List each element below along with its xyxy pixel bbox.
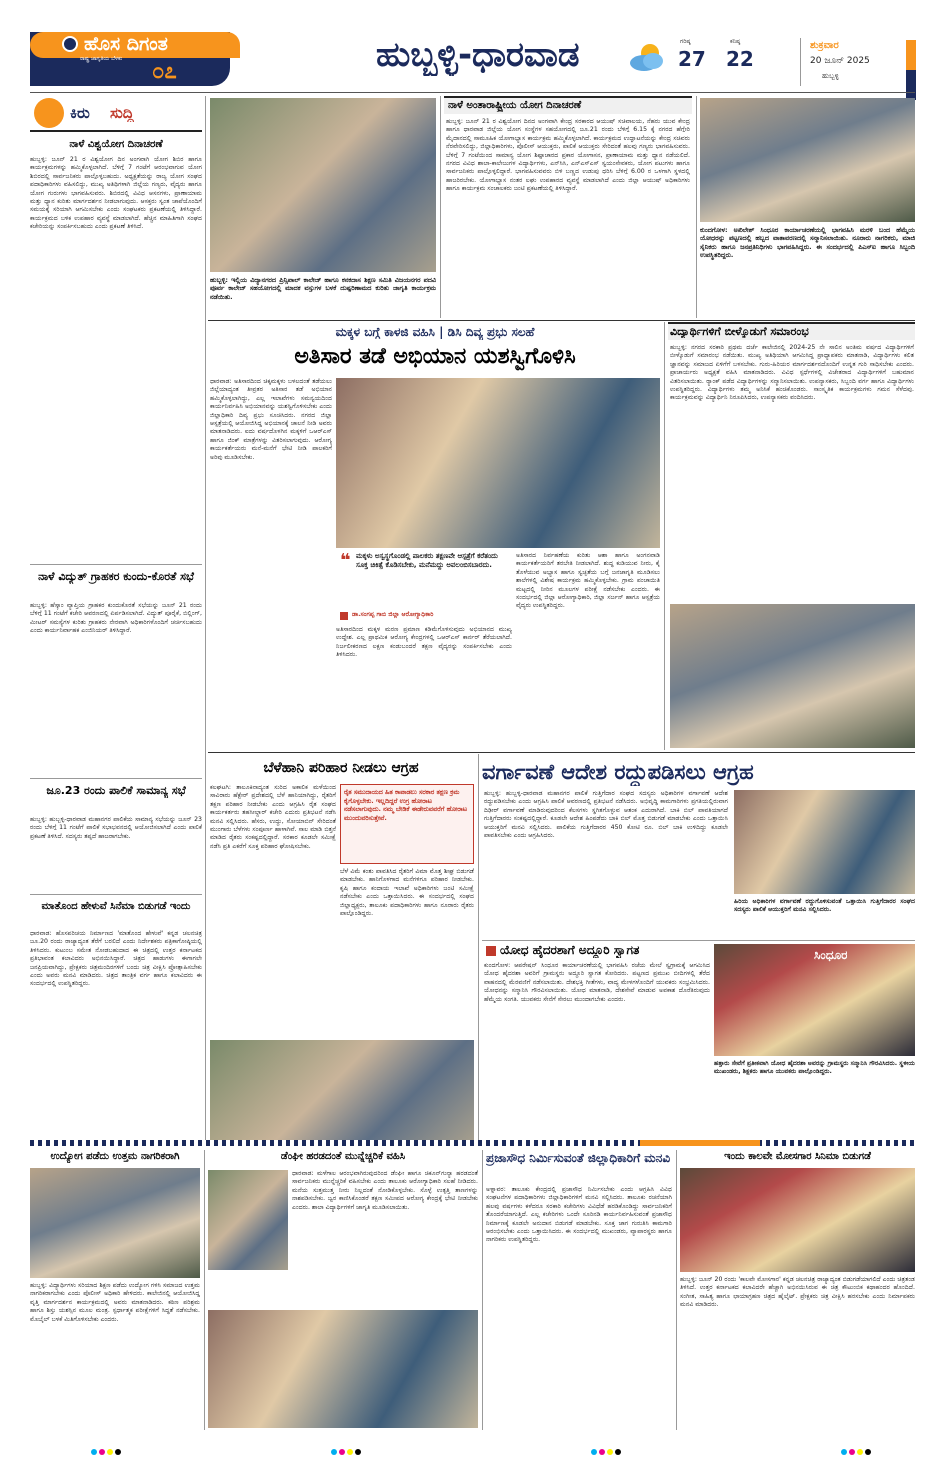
transfer-body: ಹುಬ್ಬಳ್ಳಿ: ಹುಬ್ಬಳ್ಳಿ-ಧಾರವಾಡ ಮಹಾನಗರ ಪಾಲಿಕೆ ಗುತ್ತಿಗೆದಾರ ಸಂಘದ ಸದಸ್ಯರು ಅಧಿಕಾರಿಗಳ ವರ್ಗಾವಣೆ ಆದೇಶ ರದ್ದುಪಡಿಸಬೇಕು ಎಂದು ಆಗ್ರಹಿಸಿ ಪಾಲಿಕೆ ಆವರಣದಲ್ಲಿ ಪ್ರತಿಭಟನೆ ನಡೆಸಿದರು. ಅಭಿವೃದ್ಧಿ ಕಾಮಗಾರಿಗಳು ಪ್ರಗತಿಯಲ್ಲಿರುವಾಗ ದಿಢೀರ್ ವರ್ಗಾವಣೆ ಮಾಡಿರುವುದರಿಂದ ಕೆಲಸಗಳು ಸ್ಥಗಿತಗೊಳ್ಳುವ ಆತಂಕ ಎದುರಾಗಿದೆ. ಬಾಕಿ ಬಿಲ್ ಪಾವತಿಯಾಗದೆ ಗುತ್ತಿಗೆದಾರರು ಸಂಕಷ್ಟದಲ್ಲಿದ್ದಾರೆ. ಕೂಡಲೇ ಆದೇಶ ಹಿಂಪಡೆದು ಬಾಕಿ ಬಿಲ್ ಮೊತ್ತ ಬಿಡುಗಡೆ ಮಾಡಬೇಕು ಎಂದು ಒತ್ತಾಯಿಸಿ ಆಯುಕ್ತರಿಗೆ ಮನವಿ ಸಲ್ಲಿಸಿದರು. ಪಾಲಿಕೆಯ ಗುತ್ತಿಗೆದಾರರ 450 ಕೋಟಿ ರೂ. ಬಿಲ್ ಬಾಕಿ ಉಳಿದಿದ್ದು ಕೂಡಲೇ ಪಾವತಿಸಬೇಕು ಎಂದು ಆಗ್ರಹಿಸಿದರು. xyxy=(484,790,728,840)
dengue-photo-1 xyxy=(208,1170,288,1270)
brief-2-body: ಹುಬ್ಬಳ್ಳಿ: ಹೆಸ್ಕಾಂ ವ್ಯಾಪ್ತಿಯ ಗ್ರಾಹಕರ ಕುಂದುಕೊರತೆ ಸಭೆಯನ್ನು ಜೂನ್ 21 ರಂದು ಬೆಳಿಗ್ಗೆ 11 ಗಂಟೆಗೆ ಕಚೇರಿ ಆವರಣದಲ್ಲಿ ಏರ್ಪಡಿಸಲಾಗಿದೆ. ವಿದ್ಯುತ್ ಪೂರೈಕೆ, ಬಿಲ್ಲಿಂಗ್, ಮೀಟರ್ ಸಮಸ್ಯೆಗಳ ಕುರಿತು ಗ್ರಾಹಕರು ನೇರವಾಗಿ ಅಧಿಕಾರಿಗಳೊಂದಿಗೆ ಚರ್ಚಿಸಬಹುದು ಎಂದು ಕಾರ್ಯನಿರ್ವಾಹಕ ಎಂಜಿನಿಯರ್ ತಿಳಿಸಿದ್ದಾರೆ. xyxy=(30,602,202,635)
crop-boxed-quote: ರೈತ ಸಮುದಾಯದ ಹಿತ ಕಾಪಾಡಲು ಸರಕಾರ ತಕ್ಷಣ ಕ್ರಮ ಕೈಗೊಳ್ಳಬೇಕು. ಇಲ್ಲದಿದ್ದರೆ ಉಗ್ರ ಹೋರಾಟ ನಡೆಸಲಾಗುವುದು. ನಮ್ಮ ಬೇಡಿಕೆ ಈಡೇರುವವರೆಗೆ ಹೋರಾಟ ಮುಂದುವರಿಸುತ್ತೇವೆ. xyxy=(344,788,468,822)
soldier-felicitation-caption: ಕುಂದಗೋಳ: ಅಖಿಲೇಶ್ ಸಿಂಧೂರ ಕಾರ್ಯಾಚರಣೆಯಲ್ಲಿ ಭಾಗವಹಿಸಿ ಮರಳಿ ಬಂದ ಹೆಮ್ಮೆಯ ಯೋಧರನ್ನು ಪಟ್ಟಣದಲ್ಲಿ ಹಬ್ಬದ ವಾತಾವರಣದಲ್ಲಿ ಸನ್ಮಾನಿಸಲಾಯಿತು. ನೂರಾರು ನಾಗರಿಕರು, ಮಾಜಿ ಸೈನಿಕರು ಹಾಗೂ ಜನಪ್ರತಿನಿಧಿಗಳು ಭಾಗವಹಿಸಿದ್ದರು. ಈ ಸಂದರ್ಭದಲ್ಲಿ ಪಿಎಸ್ಐ ಹಾಗೂ ಸಿಬ್ಬಂದಿ ಉಪಸ್ಥಿತರಿದ್ದರು. xyxy=(700,226,915,260)
max-temp: 27 xyxy=(678,48,706,70)
date-divider xyxy=(800,38,801,86)
hand-icon xyxy=(34,98,64,128)
transfer-caption: ಹಿರಿಯ ಅಧಿಕಾರಿಗಳ ವರ್ಗಾವಣೆ ರದ್ದುಗೊಳಿಸುವಂತೆ ಒತ್ತಾಯಿಸಿ ಗುತ್ತಿಗೆದಾರರ ಸಂಘದ ಸದಸ್ಯರು ಪಾಲಿಕೆ ಆಯುಕ್ತರಿಗೆ ಮನವಿ ಸಲ್ಲಿಸಿದರು. xyxy=(734,898,915,914)
top-rule-1 xyxy=(440,96,441,318)
diarrhea-quote-by: ಡಾ.ಸಂಗಪ್ಪ ಗಾಬಿ ಜಿಲ್ಲಾ ಆರೋಗ್ಯಾಧಿಕಾರಿ xyxy=(352,611,434,618)
bottom-strip xyxy=(30,1140,915,1146)
prajasoudha-body: ಅಳ್ನಾವರ: ತಾಲೂಕು ಕೇಂದ್ರದಲ್ಲಿ ಪ್ರಜಾಸೌಧ ನಿರ್ಮಿಸಬೇಕು ಎಂದು ಆಗ್ರಹಿಸಿ ವಿವಿಧ ಸಂಘಟನೆಗಳ ಪದಾಧಿಕಾರಿಗಳು ಜಿಲ್ಲಾಧಿಕಾರಿಗಳಿಗೆ ಮನವಿ ಸಲ್ಲಿಸಿದರು. ತಾಲೂಕು ರಚನೆಯಾಗಿ ಹಲವು ವರ್ಷಗಳು ಕಳೆದರೂ ಸರಕಾರಿ ಕಚೇರಿಗಳು ವಿವಿಧೆಡೆ ಹರಡಿಕೊಂಡಿದ್ದು ಸಾರ್ವಜನಿಕರಿಗೆ ತೊಂದರೆಯಾಗುತ್ತಿದೆ. ಎಲ್ಲ ಕಚೇರಿಗಳು ಒಂದೇ ಸೂರಿನಡಿ ಕಾರ್ಯನಿರ್ವಹಿಸುವಂತೆ ಪ್ರಜಾಸೌಧ ನಿರ್ಮಾಣಕ್ಕೆ ಕೂಡಲೇ ಅನುದಾನ ಬಿಡುಗಡೆ ಮಾಡಬೇಕು. ಸೂಕ್ತ ಜಾಗ ಗುರುತಿಸಿ ಕಾಮಗಾರಿ ಆರಂಭಿಸಬೇಕು ಎಂದು ಒತ್ತಾಯಿಸಿದರು. ಈ ಸಂದರ್ಭದಲ್ಲಿ ಮುಖಂಡರು, ವ್ಯಾಪಾರಸ್ಥರು ಹಾಗೂ ನಾಗರಿಕರು ಉಪಸ್ಥಿತರಿದ್ದರು. xyxy=(486,1186,672,1244)
top-rule-2 xyxy=(696,96,697,318)
diarrhea-body-3: ಅತಿಸಾರದಿಂದ ಮಕ್ಕಳ ಮರಣ ಪ್ರಮಾಣ ಕಡಿಮೆಗೊಳಿಸುವುದು ಅಭಿಯಾನದ ಮುಖ್ಯ ಉದ್ದೇಶ. ಎಲ್ಲ ಪ್ರಾಥಮಿಕ ಆರೋಗ್ಯ ಕೇಂದ್ರಗಳಲ್ಲಿ ಒಆರ್‌ಎಸ್ ಕಾರ್ನರ್ ತೆರೆಯಲಾಗಿದೆ. ನಿರ್ಜಲೀಕರಣದ ಲಕ್ಷಣ ಕಂಡುಬಂದರೆ ತಕ್ಷಣ ವೈದ್ಯರನ್ನು ಸಂಪರ್ಕಿಸಬೇಕು ಎಂದು ತಿಳಿಸಿದರು. xyxy=(336,626,512,659)
color-strip xyxy=(906,40,916,100)
dengue-body: ಧಾರವಾಡ: ಮಳೆಗಾಲ ಆರಂಭವಾಗಿರುವುದರಿಂದ ಡೆಂಘೀ ಹಾಗೂ ಚಿಕೂನ್‌ಗುನ್ಯಾ ಹರಡದಂತೆ ಸಾರ್ವಜನಿಕರು ಮುನ್ನೆಚ್ಚರಿಕೆ ವಹಿಸಬೇಕು ಎಂದು ತಾಲೂಕು ಆರೋಗ್ಯಾಧಿಕಾರಿ ಸಲಹೆ ನೀಡಿದರು. ಮನೆಯ ಸುತ್ತಮುತ್ತ ನೀರು ನಿಲ್ಲದಂತೆ ನೋಡಿಕೊಳ್ಳಬೇಕು. ಸೊಳ್ಳೆ ಉತ್ಪತ್ತಿ ತಾಣಗಳನ್ನು ನಾಶಪಡಿಸಬೇಕು. ಜ್ವರ ಕಾಣಿಸಿಕೊಂಡರೆ ತಕ್ಷಣ ಸಮೀಪದ ಆರೋಗ್ಯ ಕೇಂದ್ರಕ್ಕೆ ಭೇಟಿ ನೀಡಬೇಕು ಎಂದರು. ಶಾಲಾ ವಿದ್ಯಾರ್ಥಿಗಳಿಗೆ ಜಾಗೃತಿ ಮೂಡಿಸಲಾಯಿತು. xyxy=(292,1170,478,1211)
brief-3-headline: ಜೂ.23 ರಂದು ಪಾಲಿಕೆ ಸಾಮಾನ್ಯ ಸಭೆ xyxy=(46,784,186,797)
kirusuddi-header xyxy=(30,96,202,132)
mid-rule-1 xyxy=(664,322,665,750)
diarrhea-headline: ಅತಿಸಾರ ತಡೆ ಅಭಿಯಾನ ಯಶಸ್ವಿಗೊಳಿಸಿ xyxy=(294,344,576,369)
dengue-headline: ಡೆಂಘೀ ಹರಡದಂತೆ ಮುನ್ನೆಚ್ಚರಿಕೆ ವಹಿಸಿ xyxy=(280,1151,406,1162)
brief-4-headline: ಮಾತೊಂದ ಹೇಳುವೆ ಸಿನೆಮಾ ಬಿಡುಗಡೆ ಇಂದು xyxy=(41,901,191,912)
day-label: ಶುಕ್ರವಾರ xyxy=(810,40,839,51)
brief-3-body: ಹುಬ್ಬಳ್ಳಿ: ಹುಬ್ಬಳ್ಳಿ-ಧಾರವಾಡ ಮಹಾನಗರ ಪಾಲಿಕೆಯ ಸಾಮಾನ್ಯ ಸಭೆಯನ್ನು ಜೂನ್ 23 ರಂದು ಬೆಳಿಗ್ಗೆ 11 ಗಂಟೆಗೆ ಪಾಲಿಕೆ ಸಭಾಭವನದಲ್ಲಿ ಆಯೋಜಿಸಲಾಗಿದೆ ಎಂದು ಪಾಲಿಕೆ ಪ್ರಕಟಣೆ ತಿಳಿಸಿದೆ. ಸದಸ್ಯರು ತಪ್ಪದೆ ಹಾಜರಾಗಬೇಕು. xyxy=(30,816,202,840)
logo-text: ಹೊಸ ದಿಗಂತ xyxy=(84,33,168,55)
brief-4-body: ಧಾರವಾಡ: ಹೊಸಪರಿಚಯ ನಿರ್ಮಾಣದ 'ಮಾತೊಂದ ಹೇಳುವೆ' ಕನ್ನಡ ಚಲನಚಿತ್ರ ಜೂ.20 ರಂದು ರಾಜ್ಯಾದ್ಯಂತ ತೆರೆಗೆ ಬರಲಿದೆ ಎಂದು ನಿರ್ದೇಶಕರು ಪತ್ರಿಕಾಗೋಷ್ಠಿಯಲ್ಲಿ ತಿಳಿಸಿದರು. ಕುಟುಂಬ ಸಮೇತ ನೋಡಬಹುದಾದ ಈ ಚಿತ್ರದಲ್ಲಿ ಉತ್ತರ ಕರ್ನಾಟಕದ ಪ್ರತಿಭಾವಂತ ಕಲಾವಿದರು ಅಭಿನಯಿಸಿದ್ದಾರೆ. ಚಿತ್ರದ ಹಾಡುಗಳು ಈಗಾಗಲೇ ಜನಪ್ರಿಯವಾಗಿದ್ದು, ಪ್ರೇಕ್ಷಕರು ಚಿತ್ರಮಂದಿರಗಳಿಗೆ ಬಂದು ಚಿತ್ರ ವೀಕ್ಷಿಸಿ ಪ್ರೋತ್ಸಾಹಿಸಬೇಕು ಎಂದು ಅವರು ಮನವಿ ಮಾಡಿದರು. ಚಿತ್ರದ ತಾಂತ್ರಿಕ ವರ್ಗ ಹಾಗೂ ಕಲಾವಿದರು ಈ ಸಂದರ್ಭದಲ್ಲಿ ಉಪಸ್ಥಿತರಿದ್ದರು. xyxy=(30,930,202,988)
mid-rule-2 xyxy=(478,754,479,1146)
soldier-headline: ಯೋಧ ಹೈದರಶಾಗೆ ಅದ್ದೂರಿ ಸ್ವಾಗತ xyxy=(500,943,640,957)
transfer-photo xyxy=(734,790,915,894)
bottom-rule-1 xyxy=(204,1150,205,1430)
brief-rule-2 xyxy=(30,778,202,779)
bottom-strip-accent xyxy=(640,1140,760,1146)
yoga-body: ಹುಬ್ಬಳ್ಳಿ: ಜೂನ್ 21 ರ ವಿಶ್ವಯೋಗ ದಿನದ ಅಂಗವಾಗಿ ಕೇಂದ್ರ ಸರಕಾರದ ಆಯುಷ್ ಸಚಿವಾಲಯ, ನೆಹರು ಯುವ ಕೇಂದ್ರ ಹಾಗೂ ಧಾರವಾಡ ಜಿಲ್ಲೆಯ ಯೋಗ ಸಂಸ್ಥೆಗಳ ಸಹಯೋಗದಲ್ಲಿ ಜೂ.21 ರಂದು ಬೆಳಿಗ್ಗೆ 6.15 ಕ್ಕೆ ನಗರದ ಹೆಗ್ಗೇರಿ ಮೈದಾನದಲ್ಲಿ ಸಾಮೂಹಿಕ ಯೋಗಾಭ್ಯಾಸ ಕಾರ್ಯಕ್ರಮ ಹಮ್ಮಿಕೊಳ್ಳಲಾಗಿದೆ. ಕಾರ್ಯಕ್ರಮದ ಉದ್ಘಾಟನೆಯನ್ನು ಕೇಂದ್ರ ಸಚಿವರು ನೆರವೇರಿಸಲಿದ್ದು, ಜಿಲ್ಲಾಧಿಕಾರಿಗಳು, ಪೊಲೀಸ್ ಆಯುಕ್ತರು, ಪಾಲಿಕೆ ಆಯುಕ್ತರು ಸೇರಿದಂತೆ ಹಲವು ಗಣ್ಯರು ಭಾಗವಹಿಸುವರು. ಬೆಳಿಗ್ಗೆ 7 ಗಂಟೆಯಿಂದ ಸಾಮಾನ್ಯ ಯೋಗ ಶಿಷ್ಟಾಚಾರದ ಪ್ರಕಾರ ಯೋಗಾಸನ, ಪ್ರಾಣಾಯಾಮ ಮತ್ತು ಧ್ಯಾನ ನಡೆಯಲಿದೆ. ನಗರದ ವಿವಿಧ ಶಾಲಾ-ಕಾಲೇಜುಗಳ ವಿದ್ಯಾರ್ಥಿಗಳು, ಎನ್‌ಸಿಸಿ, ಎನ್‌ಎಸ್‌ಎಸ್ ಸ್ವಯಂಸೇವಕರು, ಯೋಗ ಪಟುಗಳು ಹಾಗೂ ಸಾರ್ವಜನಿಕರು ಪಾಲ್ಗೊಳ್ಳಲಿದ್ದಾರೆ. ಭಾಗವಹಿಸುವವರು ಬಿಳಿ ಬಣ್ಣದ ಉಡುಪು ಧರಿಸಿ ಬೆಳಿಗ್ಗೆ 6.00 ರ ಒಳಗಾಗಿ ಸ್ಥಳದಲ್ಲಿ ಹಾಜರಿರಬೇಕು. ಯೋಗಾಭ್ಯಾಸ ನಂತರ ಲಘು ಉಪಹಾರದ ವ್ಯವಸ್ಥೆ ಮಾಡಲಾಗಿದೆ ಎಂದು ಜಿಲ್ಲಾ ಆಯುಷ್ ಅಧಿಕಾರಿಗಳು ಹಾಗೂ ಕಾರ್ಯಕ್ರಮ ಸಂಚಾಲಕರು ಜಂಟಿ ಪ್ರಕಟಣೆಯಲ್ಲಿ ತಿಳಿಸಿದ್ದಾರೆ. xyxy=(446,118,690,193)
drug-awareness-photo xyxy=(210,98,436,272)
date-label: 20 ಜೂನ್ 2025 xyxy=(810,56,870,66)
brief-1-body: ಹುಬ್ಬಳ್ಳಿ: ಜೂನ್ 21 ರ ವಿಶ್ವಯೋಗ ದಿನ ಅಂಗವಾಗಿ ಯೋಗ ಶಿಬಿರ ಹಾಗೂ ಕಾರ್ಯಕ್ರಮಗಳನ್ನು ಹಮ್ಮಿಕೊಳ್ಳಲಾಗಿದೆ. ಬೆಳಿಗ್ಗೆ 7 ಗಂಟೆಗೆ ಆರಂಭವಾಗುವ ಯೋಗ ಶಿಬಿರದಲ್ಲಿ ಸಾರ್ವಜನಿಕರು ಪಾಲ್ಗೊಳ್ಳಬಹುದು. ಅಧ್ಯಕ್ಷತೆಯನ್ನು ರಾಜ್ಯ ಯೋಗ ಸಂಘದ ಪದಾಧಿಕಾರಿಗಳು ವಹಿಸಲಿದ್ದು, ಮುಖ್ಯ ಅತಿಥಿಗಳಾಗಿ ಜಿಲ್ಲೆಯ ಗಣ್ಯರು, ವೈದ್ಯರು ಹಾಗೂ ಯೋಗ ಗುರುಗಳು ಭಾಗವಹಿಸುವರು. ಶಿಬಿರದಲ್ಲಿ ವಿವಿಧ ಆಸನಗಳು, ಪ್ರಾಣಾಯಾಮ ಮತ್ತು ಧ್ಯಾನ ಕುರಿತು ಮಾರ್ಗದರ್ಶನ ನೀಡಲಾಗುವುದು. ಆಸಕ್ತರು ಸ್ವಂತ ಚಾಪೆಯೊಂದಿಗೆ ಸಮಯಕ್ಕೆ ಸರಿಯಾಗಿ ಆಗಮಿಸಬೇಕು ಎಂದು ಸಂಘಟಕರು ಪ್ರಕಟಣೆಯಲ್ಲಿ ತಿಳಿಸಿದ್ದಾರೆ. ಕಾರ್ಯಕ್ರಮದ ಬಳಿಕ ಉಪಹಾರ ವ್ಯವಸ್ಥೆ ಮಾಡಲಾಗಿದೆ. ಹೆಚ್ಚಿನ ಮಾಹಿತಿಗಾಗಿ ಸಂಘದ ಕಚೇರಿಯನ್ನು ಸಂಪರ್ಕಿಸಬಹುದು ಎಂದು ಪ್ರಕಟಣೆ ತಿಳಿಸಿದೆ. xyxy=(30,156,202,231)
soldier-banner: ಸಿಂಧೂರ xyxy=(814,948,848,962)
job-photo xyxy=(30,1168,200,1278)
max-label: ಗರಿಷ್ಠ xyxy=(680,38,691,45)
crop-headline: ಬೆಳೆಹಾನಿ ಪರಿಹಾರ ನೀಡಲು ಆಗ್ರಹ xyxy=(263,760,419,776)
soldier-caption: ಹತ್ತಾರು ಸೇವೆಗೆ ಪ್ರತೀಕವಾಗಿ ಯೋಧ ಹೈದರಶಾ ಅವರನ್ನು ಗ್ರಾಮಸ್ಥರು ಸನ್ಮಾನಿಸಿ ಗೌರವಿಸಿದರು. ಸ್ಥಳೀಯ ಮುಖಂಡರು, ಶಿಕ್ಷಕರು ಹಾಗೂ ಯುವಕರು ಪಾಲ್ಗೊಂಡಿದ್ದರು. xyxy=(714,1060,915,1076)
kirusuddi-title-b: ಸುದ್ದಿ xyxy=(110,104,134,122)
crop-body-2: ಬೆಳೆ ವಿಮೆ ಕಂತು ಪಾವತಿಸಿದ ರೈತರಿಗೆ ವಿಮಾ ಮೊತ್ತ ಶೀಘ್ರ ಬಿಡುಗಡೆ ಮಾಡಬೇಕು. ಹಾನಿಗೊಳಗಾದ ಮನೆಗಳಿಗೂ ಪರಿಹಾರ ನೀಡಬೇಕು. ಕೃಷಿ ಹಾಗೂ ಕಂದಾಯ ಇಲಾಖೆ ಅಧಿಕಾರಿಗಳು ಜಂಟಿ ಸಮೀಕ್ಷೆ ನಡೆಸಬೇಕು ಎಂದು ಒತ್ತಾಯಿಸಿದರು. ಈ ಸಂದರ್ಭದಲ್ಲಿ ಸಂಘದ ಜಿಲ್ಲಾಧ್ಯಕ್ಷರು, ತಾಲೂಕು ಪದಾಧಿಕಾರಿಗಳು ಹಾಗೂ ನೂರಾರು ರೈತರು ಪಾಲ್ಗೊಂಡಿದ್ದರು. xyxy=(340,868,474,918)
registration-dots-4 xyxy=(840,1440,872,1459)
row-rule-1 xyxy=(208,320,915,321)
masthead-rule xyxy=(30,92,915,93)
cinema-photo xyxy=(680,1168,915,1272)
kirusuddi-title-a: ಕಿರು xyxy=(70,104,90,122)
transfer-headline: ವರ್ಗಾವಣೆ ಆದೇಶ ರದ್ದುಪಡಿಸಲು ಆಗ್ರಹ xyxy=(482,760,754,784)
left-column-rule xyxy=(205,96,206,1146)
soldier-body: ಕುಂದಗೋಳ: ಆಪರೇಷನ್ ಸಿಂಧೂರ ಕಾರ್ಯಾಚರಣೆಯಲ್ಲಿ ಭಾಗವಹಿಸಿ ರಜೆಯ ಮೇಲೆ ಸ್ವಗ್ರಾಮಕ್ಕೆ ಆಗಮಿಸಿದ ಯೋಧ ಹೈದರಶಾ ಅವರಿಗೆ ಗ್ರಾಮಸ್ಥರು ಅದ್ದೂರಿ ಸ್ವಾಗತ ಕೋರಿದರು. ಪಟ್ಟಣದ ಪ್ರಮುಖ ಬೀದಿಗಳಲ್ಲಿ ತೆರೆದ ವಾಹನದಲ್ಲಿ ಮೆರವಣಿಗೆ ನಡೆಸಲಾಯಿತು. ದೇಶಭಕ್ತಿ ಗೀತೆಗಳು, ವಾದ್ಯ ಮೇಳಗಳೊಂದಿಗೆ ಯುವಕರು ಸಂಭ್ರಮಿಸಿದರು. ಯೋಧನನ್ನು ಸನ್ಮಾನಿಸಿ ಗೌರವಿಸಲಾಯಿತು. ಯೋಧ ಮಾತನಾಡಿ, ದೇಶಸೇವೆ ಮಾಡುವ ಅವಕಾಶ ದೊರೆತಿರುವುದು ಹೆಮ್ಮೆಯ ಸಂಗತಿ. ಯುವಕರು ಸೇನೆಗೆ ಸೇರಲು ಮುಂದಾಗಬೇಕು ಎಂದರು. xyxy=(484,962,710,1003)
diarrhea-quote: ಮಕ್ಕಳು ಅಸ್ವಸ್ಥಗೊಂಡಲ್ಲಿ ಪಾಲಕರು ತಕ್ಷಣವೇ ಆಸ್ಪತ್ರೆಗೆ ಕರೆತಂದು ಸೂಕ್ತ ಚಿಕಿತ್ಸೆ ಕೊಡಿಸಬೇಕು, ಮನೆಮದ್ದು ಅವಲಂಬಿಸಬಾರದು. xyxy=(356,552,498,569)
job-body: ಹುಬ್ಬಳ್ಳಿ: ವಿದ್ಯಾರ್ಥಿಗಳು ಸರಿಯಾದ ಶಿಕ್ಷಣ ಪಡೆದು ಉದ್ಯೋಗ ಗಳಿಸಿ ಸಮಾಜದ ಉತ್ತಮ ನಾಗರಿಕರಾಗಬೇಕು ಎಂದು ಪೊಲೀಸ್ ಅಧಿಕಾರಿ ಹೇಳಿದರು. ಕಾಲೇಜಿನಲ್ಲಿ ಆಯೋಜಿಸಿದ್ದ ವೃತ್ತಿ ಮಾರ್ಗದರ್ಶನ ಕಾರ್ಯಕ್ರಮದಲ್ಲಿ ಅವರು ಮಾತನಾಡಿದರು. ಕಠಿಣ ಪರಿಶ್ರಮ ಹಾಗೂ ಶಿಸ್ತು ಯಶಸ್ಸಿನ ಮೂಲ ಮಂತ್ರ. ಸ್ಪರ್ಧಾತ್ಮಕ ಪರೀಕ್ಷೆಗಳಿಗೆ ಸಿದ್ಧತೆ ನಡೆಸಬೇಕು. ಮೊಬೈಲ್ ಬಳಕೆ ಮಿತಿಗೊಳಿಸಬೇಕು ಎಂದರು. xyxy=(30,1282,200,1323)
kirusuddi-column xyxy=(30,96,202,1146)
registration-dots-2 xyxy=(330,1440,362,1459)
brief-1-headline: ನಾಳೆ ವಿಶ್ವಯೋಗ ದಿನಾಚರಣೆ xyxy=(69,139,163,150)
lamp-icon xyxy=(62,36,78,52)
quote-by-bar xyxy=(340,612,348,620)
prajasoudha-headline: ಪ್ರಜಾಸೌಧ ನಿರ್ಮಿಸುವಂತೆ ಜಿಲ್ಲಾಧಿಕಾರಿಗೆ ಮನವಿ xyxy=(486,1151,671,1165)
weather-cloud-icon xyxy=(626,42,668,72)
soldier-bullet-icon xyxy=(486,946,496,956)
page-number: ೦೭ xyxy=(152,60,177,84)
bottom-rule-3 xyxy=(676,1150,677,1430)
cinema-headline: ಇಂದು ಕಾಲವೇ ಮೋಸಗಾರ ಸಿನಿಮಾ ಬಿಡುಗಡೆ xyxy=(724,1151,871,1162)
crop-protest-photo xyxy=(210,1040,474,1144)
brief-2-headline: ನಾಳೆ ವಿದ್ಯುತ್ ಗ್ರಾಹಕರ ಕುಂದು-ಕೊರತೆ ಸಭೆ xyxy=(38,570,194,583)
city-label: ಹುಬ್ಬಳ್ಳಿ xyxy=(822,72,839,80)
diarrhea-kicker: ಮಕ್ಕಳ ಬಗ್ಗೆ ಕಾಳಜಿ ವಹಿಸಿ | ಡಿಸಿ ದಿವ್ಯ ಪ್ರಭು ಸಲಹೆ xyxy=(335,325,535,339)
diarrhea-body-4: ಅತಿಸಾರದ ನಿರ್ವಹಣೆಯ ಕುರಿತು ಆಶಾ ಹಾಗೂ ಅಂಗನವಾಡಿ ಕಾರ್ಯಕರ್ತೆಯರಿಗೆ ತರಬೇತಿ ನೀಡಲಾಗಿದೆ. ಶುದ್ಧ ಕುಡಿಯುವ ನೀರು, ಕೈ ತೊಳೆಯುವ ಅಭ್ಯಾಸ ಹಾಗೂ ಸ್ವಚ್ಛತೆಯ ಬಗ್ಗೆ ಜನಜಾಗೃತಿ ಮೂಡಿಸಲು ಶಾಲೆಗಳಲ್ಲಿ ವಿಶೇಷ ಕಾರ್ಯಕ್ರಮ ಹಮ್ಮಿಕೊಳ್ಳಬೇಕು. ಗ್ರಾಮ ಪಂಚಾಯಿತಿ ಮಟ್ಟದಲ್ಲಿ ನೀರಿನ ಮೂಲಗಳ ಪರೀಕ್ಷೆ ನಡೆಸಬೇಕು ಎಂದರು. ಈ ಸಂದರ್ಭದಲ್ಲಿ ಜಿಲ್ಲಾ ಆರೋಗ್ಯಾಧಿಕಾರಿ, ಜಿಲ್ಲಾ ಸರ್ಜನ್ ಹಾಗೂ ಆಸ್ಪತ್ರೆಯ ವೈದ್ಯರು ಉಪಸ್ಥಿತರಿದ್ದರು. xyxy=(516,552,660,610)
row-rule-2 xyxy=(208,752,915,753)
registration-dots-1 xyxy=(90,1440,122,1459)
transfer-rule xyxy=(482,940,915,941)
job-headline: ಉದ್ಯೋಗ ಪಡೆದು ಉತ್ತಮ ನಾಗರಿಕರಾಗಿ xyxy=(50,1151,180,1162)
min-temp: 22 xyxy=(726,48,754,70)
registration-dots-3 xyxy=(590,1440,622,1459)
students-body: ಹುಬ್ಬಳ್ಳಿ: ನಗರದ ಸರಕಾರಿ ಪ್ರಥಮ ದರ್ಜೆ ಕಾಲೇಜಿನಲ್ಲಿ 2024-25 ನೇ ಸಾಲಿನ ಅಂತಿಮ ವರ್ಷದ ವಿದ್ಯಾರ್ಥಿಗಳಿಗೆ ಬೀಳ್ಕೊಡುಗೆ ಸಮಾರಂಭ ನಡೆಯಿತು. ಮುಖ್ಯ ಅತಿಥಿಯಾಗಿ ಆಗಮಿಸಿದ್ದ ಪ್ರಾಧ್ಯಾಪಕರು ಮಾತನಾಡಿ, ವಿದ್ಯಾರ್ಥಿಗಳು ಕಲಿತ ಜ್ಞಾನವನ್ನು ಸಮಾಜದ ಏಳಿಗೆಗೆ ಬಳಸಬೇಕು. ಗುರು-ಹಿರಿಯರ ಮಾರ್ಗದರ್ಶನದೊಂದಿಗೆ ಉನ್ನತ ಗುರಿ ಸಾಧಿಸಬೇಕು ಎಂದರು. ಪ್ರಾಚಾರ್ಯರು ಅಧ್ಯಕ್ಷತೆ ವಹಿಸಿ ಮಾತನಾಡಿದರು. ವಿವಿಧ ಸ್ಪರ್ಧೆಗಳಲ್ಲಿ ವಿಜೇತರಾದ ವಿದ್ಯಾರ್ಥಿಗಳಿಗೆ ಬಹುಮಾನ ವಿತರಿಸಲಾಯಿತು. ರ‍್ಯಾಂಕ್ ಪಡೆದ ವಿದ್ಯಾರ್ಥಿಗಳನ್ನು ಸನ್ಮಾನಿಸಲಾಯಿತು. ಉಪನ್ಯಾಸಕರು, ಸಿಬ್ಬಂದಿ ವರ್ಗ ಹಾಗೂ ವಿದ್ಯಾರ್ಥಿಗಳು ಉಪಸ್ಥಿತರಿದ್ದರು. ವಿದ್ಯಾರ್ಥಿಗಳು ತಮ್ಮ ಅನಿಸಿಕೆ ಹಂಚಿಕೊಂಡರು. ಸಾಂಸ್ಕೃತಿಕ ಕಾರ್ಯಕ್ರಮಗಳು ಗಮನ ಸೆಳೆದವು. ಕಾರ್ಯಕ್ರಮವನ್ನು ವಿದ್ಯಾರ್ಥಿನಿ ನಿರೂಪಿಸಿದರು, ಉಪನ್ಯಾಸಕರು ವಂದಿಸಿದರು. xyxy=(670,344,914,402)
edition-title: ಹುಬ್ಬಳ್ಳಿ-ಧಾರವಾಡ xyxy=(376,35,580,75)
min-label: ಕನಿಷ್ಠ xyxy=(730,38,741,45)
yoga-headline: ನಾಳೆ ಅಂತಾರಾಷ್ಟ್ರೀಯ ಯೋಗ ದಿನಾಚರಣೆ xyxy=(448,100,582,111)
students-photo xyxy=(670,604,915,748)
logo-tagline: ರಾಷ್ಟ್ರ ಜಾಗೃತಿಯ ಬೆಳಕು xyxy=(80,56,123,62)
masthead xyxy=(0,0,945,92)
diarrhea-photo xyxy=(336,378,660,548)
students-headline: ವಿದ್ಯಾರ್ಥಿಗಳಿಗೆ ಬೀಳ್ಕೊಡುಗೆ ಸಮಾರಂಭ xyxy=(670,325,809,338)
drug-awareness-caption: ಹುಬ್ಬಳ್ಳಿ: ಇಲ್ಲಿಯ ವಿದ್ಯಾನಗರದ ಪ್ರಿನ್ಸಿಪಾಲ್ ಕಾಲೇಜ್ ಹಾಗೂ ಕನಕದಾಸ ಶಿಕ್ಷಣ ಸಮಿತಿ ವಿಜಯನಗರ ಪದವಿ ಪೂರ್ವ ಕಾಲೇಜ್ ಸಹಯೋಗದಲ್ಲಿ ಮಾದಕ ವಸ್ತುಗಳ ಬಳಕೆ ದುಷ್ಪರಿಣಾಮದ ಕುರಿತು ಜಾಗೃತಿ ಕಾರ್ಯಕ್ರಮ ನಡೆಯಿತು. xyxy=(210,276,436,301)
dengue-photo-2 xyxy=(208,1310,478,1428)
quote-mark-icon: ❝ xyxy=(340,550,351,571)
crop-body-1: ಕಲಘಟಗಿ: ತಾಲೂಕಿನಾದ್ಯಂತ ಸುರಿದ ಅಕಾಲಿಕ ಮಳೆಯಿಂದ ಸಾವಿರಾರು ಹೆಕ್ಟೇರ್ ಪ್ರದೇಶದಲ್ಲಿ ಬೆಳೆ ಹಾನಿಯಾಗಿದ್ದು, ರೈತರಿಗೆ ತಕ್ಷಣ ಪರಿಹಾರ ನೀಡಬೇಕು ಎಂದು ಆಗ್ರಹಿಸಿ ರೈತ ಸಂಘದ ಕಾರ್ಯಕರ್ತರು ತಹಸೀಲ್ದಾರ್ ಕಚೇರಿ ಎದುರು ಪ್ರತಿಭಟನೆ ನಡೆಸಿ ಮನವಿ ಸಲ್ಲಿಸಿದರು. ಹೆಸರು, ಉದ್ದು, ಸೋಯಾಬಿನ್ ಸೇರಿದಂತೆ ಮುಂಗಾರು ಬೆಳೆಗಳು ಸಂಪೂರ್ಣ ಹಾಳಾಗಿವೆ. ಸಾಲ ಮಾಡಿ ಬಿತ್ತನೆ ಮಾಡಿದ ರೈತರು ಸಂಕಷ್ಟದಲ್ಲಿದ್ದಾರೆ. ಸರಕಾರ ಕೂಡಲೇ ಸಮೀಕ್ಷೆ ನಡೆಸಿ ಪ್ರತಿ ಎಕರೆಗೆ ಸೂಕ್ತ ಪರಿಹಾರ ಘೋಷಿಸಬೇಕು. xyxy=(210,784,336,850)
soldier-felicitation-photo xyxy=(700,98,915,222)
bottom-rule-2 xyxy=(482,1150,483,1430)
diarrhea-body-1: ಧಾರವಾಡ: ಅತಿಸಾರದಿಂದ ಚಿಕ್ಕಮಕ್ಕಳು ಬಳಲದಂತೆ ತಡೆಯಲು ಜಿಲ್ಲೆಯಾದ್ಯಂತ ತೀವ್ರತರ ಅತಿಸಾರ ತಡೆ ಅಭಿಯಾನ ಹಮ್ಮಿಕೊಳ್ಳಲಾಗಿದ್ದು, ಎಲ್ಲ ಇಲಾಖೆಗಳು ಸಮನ್ವಯದಿಂದ ಕಾರ್ಯನಿರ್ವಹಿಸಿ ಅಭಿಯಾನವನ್ನು ಯಶಸ್ವಿಗೊಳಿಸಬೇಕು ಎಂದು ಜಿಲ್ಲಾಧಿಕಾರಿ ದಿವ್ಯ ಪ್ರಭು ಸೂಚಿಸಿದರು. ನಗರದ ಜಿಲ್ಲಾ ಆಸ್ಪತ್ರೆಯಲ್ಲಿ ಆಯೋಜಿಸಿದ್ದ ಅಭಿಯಾನಕ್ಕೆ ಚಾಲನೆ ನೀಡಿ ಅವರು ಮಾತನಾಡಿದರು. ಐದು ವರ್ಷದೊಳಗಿನ ಮಕ್ಕಳಿಗೆ ಒಆರ್‌ಎಸ್ ಹಾಗೂ ಜಿಂಕ್ ಮಾತ್ರೆಗಳನ್ನು ವಿತರಿಸಲಾಗುವುದು. ಆರೋಗ್ಯ ಕಾರ್ಯಕರ್ತೆಯರು ಮನೆ-ಮನೆಗೆ ಭೇಟಿ ನೀಡಿ ಪಾಲಕರಿಗೆ ಅರಿವು ಮೂಡಿಸಬೇಕು. xyxy=(210,378,332,461)
brief-rule-3 xyxy=(30,894,202,895)
cinema-body: ಹುಬ್ಬಳ್ಳಿ: ಜೂನ್ 20 ರಂದು 'ಕಾಲವೇ ಮೋಸಗಾರ' ಕನ್ನಡ ಚಲನಚಿತ್ರ ರಾಜ್ಯಾದ್ಯಂತ ಬಿಡುಗಡೆಯಾಗಲಿದೆ ಎಂದು ಚಿತ್ರತಂಡ ತಿಳಿಸಿದೆ. ಉತ್ತರ ಕರ್ನಾಟಕದ ಕಲಾವಿದರೇ ಹೆಚ್ಚಾಗಿ ಅಭಿನಯಿಸಿರುವ ಈ ಚಿತ್ರ ಕೌಟುಂಬಿಕ ಕಥಾಹಂದರ ಹೊಂದಿದೆ. ಸಂಗೀತ, ಸಾಹಿತ್ಯ ಹಾಗೂ ಛಾಯಾಗ್ರಹಣ ಚಿತ್ರದ ಹೈಲೈಟ್. ಪ್ರೇಕ್ಷಕರು ಚಿತ್ರ ವೀಕ್ಷಿಸಿ ಹರಸಬೇಕು ಎಂದು ನಿರ್ಮಾಪಕರು ಮನವಿ ಮಾಡಿದರು. xyxy=(680,1276,915,1309)
brief-rule-1 xyxy=(30,564,202,565)
